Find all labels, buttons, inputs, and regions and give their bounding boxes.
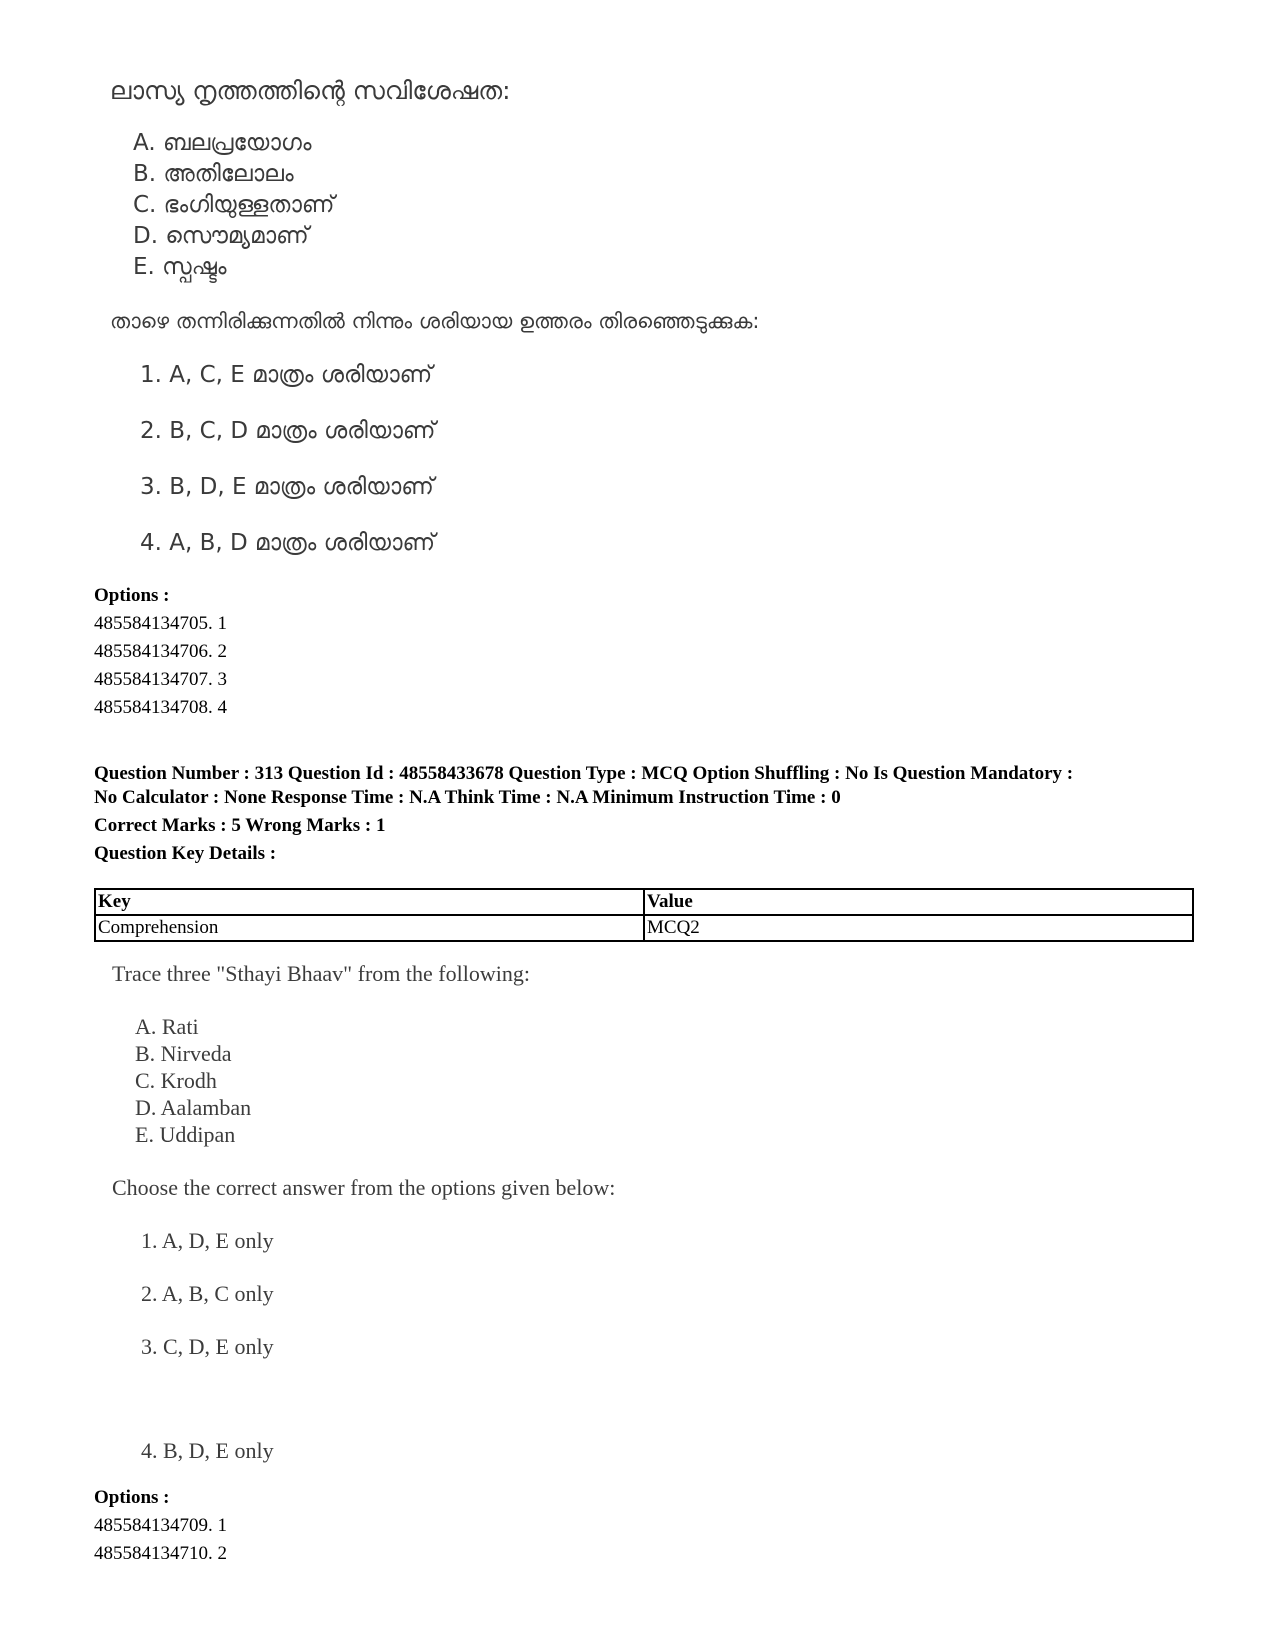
q312-statement: C. ഭംഗിയുള്ളതാണ് — [133, 192, 335, 218]
q313-choice: 4. B, D, E only — [141, 1438, 274, 1463]
q312-choice: 2. B, C, D മാത്രം ശരിയാണ് — [140, 418, 436, 444]
q313-option: 485584134709. 1 — [94, 1515, 227, 1536]
q313-statement: A. Rati — [135, 1014, 199, 1039]
q312-stem: ലാസ്യ നൃത്തത്തിന്റെ സവിശേഷത: — [110, 76, 511, 105]
q313-meta-line1: Question Number : 313 Question Id : 48558433678 Question Type : MCQ Option Shuffling : No Is Question Mandatory : — [94, 763, 1074, 784]
q312-option: 485584134705. 1 — [94, 613, 227, 634]
q313-meta-line2: No Calculator : None Response Time : N.A Think Time : N.A Minimum Instruction Time : 0 — [94, 787, 841, 808]
q313-statement: B. Nirveda — [135, 1041, 232, 1066]
q312-statement: A. ബലപ്രയോഗം — [133, 130, 312, 156]
table-cell-value: MCQ2 — [644, 915, 1193, 941]
q312-option: 485584134706. 2 — [94, 641, 227, 662]
table-header-key: Key — [95, 889, 644, 915]
q312-option: 485584134707. 3 — [94, 669, 227, 690]
q313-choice: 1. A, D, E only — [141, 1228, 274, 1253]
q312-statement: E. സ്പഷ്ടം — [133, 254, 227, 280]
q312-choice: 1. A, C, E മാത്രം ശരിയാണ് — [140, 362, 433, 388]
q313-options-label: Options : — [94, 1487, 170, 1508]
q312-statement: D. സൌമ്യമാണ് — [133, 223, 309, 249]
table-header-row — [95, 889, 1193, 915]
q313-choice: 2. A, B, C only — [141, 1281, 274, 1306]
q313-statement: D. Aalamban — [135, 1095, 252, 1120]
q313-marks: Correct Marks : 5 Wrong Marks : 1 — [94, 815, 386, 836]
q313-option: 485584134710. 2 — [94, 1543, 227, 1564]
q313-key-details-label: Question Key Details : — [94, 843, 277, 864]
q312-choice: 4. A, B, D മാത്രം ശരിയാണ് — [140, 530, 436, 556]
q312-option: 485584134708. 4 — [94, 697, 227, 718]
question-key-table — [94, 888, 1194, 942]
q312-options-label: Options : — [94, 585, 170, 606]
table-header-value: Value — [644, 889, 1193, 915]
q313-statement: E. Uddipan — [135, 1122, 236, 1147]
q313-statement: C. Krodh — [135, 1068, 217, 1093]
q312-choice: 3. B, D, E മാത്രം ശരിയാണ് — [140, 474, 434, 500]
q313-instruction: Choose the correct answer from the options given below: — [112, 1175, 616, 1200]
table-cell-key: Comprehension — [95, 915, 644, 941]
table-row — [95, 915, 1193, 941]
q313-stem: Trace three "Sthayi Bhaav" from the following: — [112, 961, 530, 986]
q313-choice: 3. C, D, E only — [141, 1334, 274, 1359]
q312-statement: B. അതിലോലം — [133, 161, 294, 187]
q312-instruction: താഴെ തന്നിരിക്കുന്നതിൽ നിന്നും ശരിയായ ഉത്തരം തിരഞ്ഞെടുക്കുക: — [110, 309, 760, 333]
